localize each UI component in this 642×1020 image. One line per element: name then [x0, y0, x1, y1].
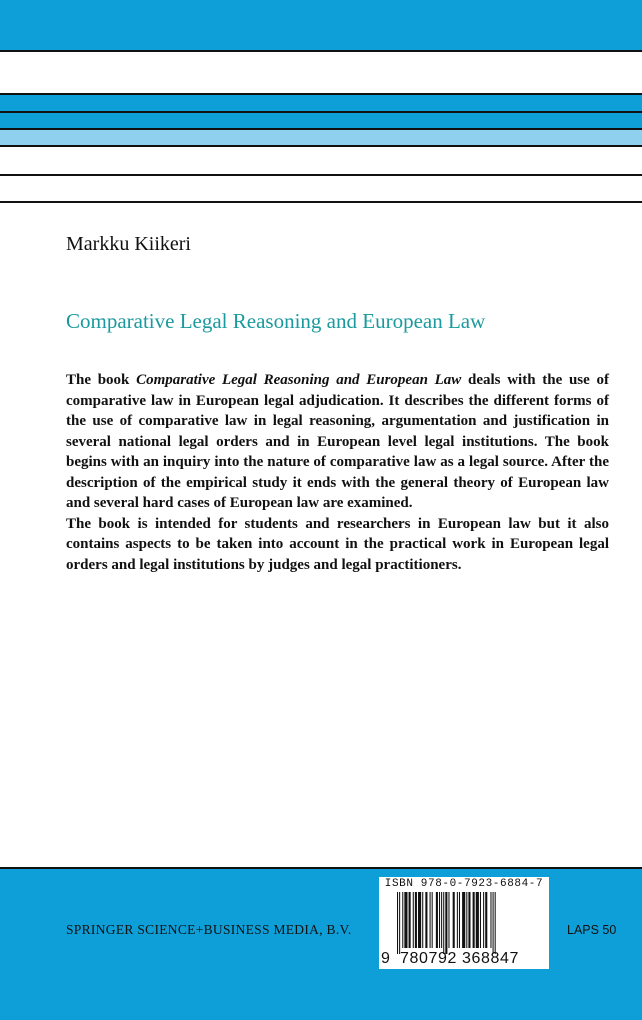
barcode-bar — [399, 892, 400, 954]
barcode-bar — [490, 892, 491, 948]
series-label: LAPS 50 — [567, 923, 617, 937]
barcode-bar — [422, 892, 423, 948]
description-paragraph-2: The book is intended for students and researchers in European law but it also contains aspects to be taken into account in the practical work in European legal orders and legal institutions by judges and legal practitioners. — [66, 515, 609, 573]
barcode-bar — [430, 892, 431, 948]
barcode-bar — [462, 892, 465, 948]
barcode-bar — [425, 892, 427, 948]
book-title: Comparative Legal Reasoning and European Law — [66, 309, 486, 333]
desc-lead: The book — [66, 372, 137, 388]
desc-title-italic: Comparative Legal Reasoning and European Law — [136, 372, 462, 388]
barcode-bar — [485, 892, 487, 948]
barcode-bar — [468, 892, 470, 948]
barcode-bar — [441, 892, 442, 948]
barcode-bar — [432, 892, 433, 948]
barcode-bar — [443, 892, 444, 954]
barcode-bar — [466, 892, 467, 948]
barcode-bar — [439, 892, 440, 948]
blue-stripe-1 — [0, 95, 642, 111]
blue-stripe-2 — [0, 113, 642, 128]
barcode-bar — [457, 892, 458, 948]
barcode-bar — [409, 892, 411, 948]
ean-first-digit: 9 — [381, 950, 390, 967]
isbn-barcode — [379, 877, 549, 969]
barcode-bar — [402, 892, 403, 948]
isbn-label: ISBN 978-0-7923-6884-7 — [384, 878, 544, 890]
barcode-bar — [495, 892, 496, 954]
light-blue-stripe — [0, 130, 642, 145]
barcode-bar — [404, 892, 407, 948]
barcode-bar — [480, 892, 481, 948]
barcode-bar — [476, 892, 479, 948]
barcode-bar — [459, 892, 460, 948]
barcode-bar — [418, 892, 421, 948]
barcode-bar — [453, 892, 455, 948]
barcode-bar — [436, 892, 438, 948]
top-rule-6 — [0, 174, 642, 176]
author-name: Markku Kiikeri — [66, 233, 191, 255]
top-rule-1 — [0, 50, 642, 52]
barcode-bar — [493, 892, 494, 954]
ean-digits: 780792 368847 — [400, 950, 520, 967]
top-rule-7 — [0, 201, 642, 203]
barcode-bar — [415, 892, 417, 948]
barcode-bar — [483, 892, 484, 948]
top-rule-5 — [0, 145, 642, 147]
publisher-name: SPRINGER SCIENCE+BUSINESS MEDIA, B.V. — [66, 922, 352, 937]
desc-body: deals with the use of comparative law in European legal adjudication. It describes the different forms of the use of comparative law in legal reasoning, argumentation and justification in several national legal orders and in European level legal institutions. The book begins with an inquiry into the nature of comparative law as a legal source. After the description of the empirical study it ends with the general theory of European law and several hard cases of European law are examined. — [66, 372, 609, 511]
description-paragraph-1 — [66, 370, 609, 514]
book-description — [66, 370, 609, 575]
top-blue-band — [0, 0, 642, 50]
barcode-bar — [413, 892, 414, 948]
barcode-bar — [448, 892, 449, 948]
barcode-bars — [397, 892, 531, 956]
barcode-bar — [397, 892, 398, 954]
barcode-bar — [445, 892, 447, 954]
barcode-bar — [473, 892, 475, 948]
